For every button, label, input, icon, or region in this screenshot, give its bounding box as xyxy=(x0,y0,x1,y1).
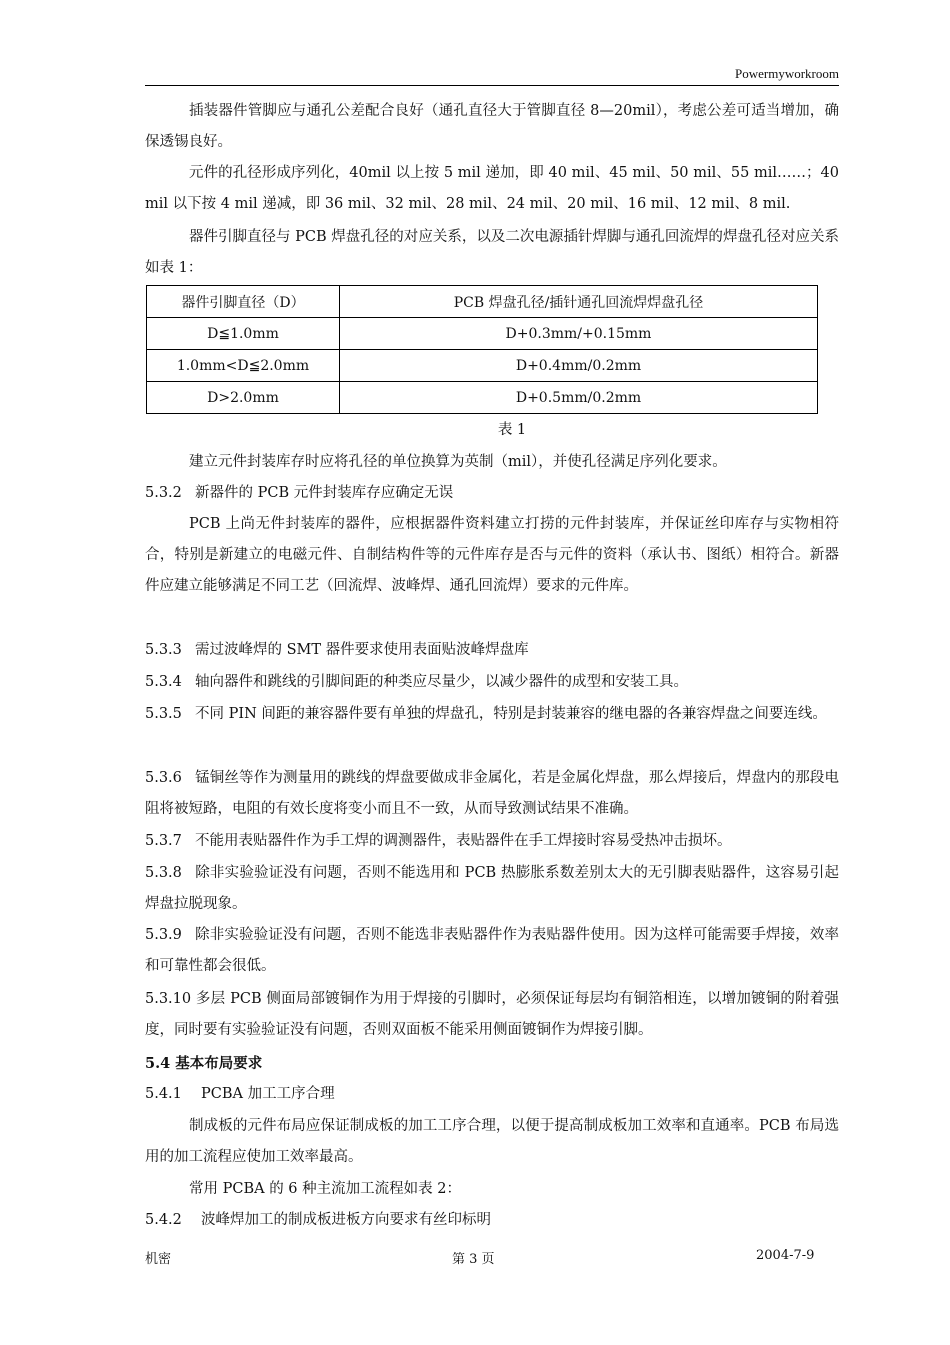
section-5-3-8 xyxy=(145,858,839,920)
section-5-3-2 xyxy=(145,478,839,509)
section-number: 5.3.9 xyxy=(145,927,182,943)
section-text: 多层 PCB 侧面局部镀铜作为用于焊接的引脚时，必须保证每层均有铜箔相连，以增加镀铜的附着强度，同时要有实验验证没有问题，否则双面板不能采用侧面镀铜作为焊接引脚。 xyxy=(145,991,839,1038)
paragraph-new-library: PCB 上尚无件封装库的器件，应根据器件资料建立打捞的元件封装库，并保证丝印库存与实物相符合，特别是新建立的电磁元件、自制结构件等的元件库存是否与元件的资料（承认书、图纸）相符合。新器件应建立能够满足不同工艺（回流焊、波峰焊、通孔回流焊）要求的元件库。 xyxy=(145,516,839,594)
paragraph-process-order: 制成板的元件布局应保证制成板的加工工序合理，以便于提高制成板加工效率和直通率。PCB 布局选用的加工流程应使加工效率最高。 xyxy=(145,1118,839,1165)
table-cell: D≦1.0mm xyxy=(147,318,340,350)
table-cell: D+0.4mm/0.2mm xyxy=(340,350,818,382)
section-number: 5.3.2 xyxy=(145,485,182,501)
section-5-3-4 xyxy=(145,667,839,698)
footer-date: 2004-7-9 xyxy=(756,1248,815,1263)
section-text: 需过波峰焊的 SMT 器件要求使用表面贴波峰焊盘库 xyxy=(195,642,529,658)
section-5-3-7 xyxy=(145,826,839,857)
table-header-cell: PCB 焊盘孔径/插针通孔回流焊焊盘孔径 xyxy=(340,286,818,318)
section-number: 5.4.1 xyxy=(145,1086,182,1102)
paragraph-pin-tolerance: 插装器件管脚应与通孔公差配合良好（通孔直径大于管脚直径 8—20mil），考虑公差可适当增加，确保透锡良好。 xyxy=(145,103,839,150)
section-text: 轴向器件和跳线的引脚间距的种类应尽量少，以减少器件的成型和安装工具。 xyxy=(195,674,688,690)
table-cell: D+0.3mm/+0.15mm xyxy=(340,318,818,350)
table-row xyxy=(147,382,818,414)
section-5-4-heading: 5.4 基本布局要求 xyxy=(145,1055,263,1072)
section-5-3-10 xyxy=(145,984,839,1046)
section-text: 除非实验验证没有问题，否则不能选用和 PCB 热膨胀系数差别太大的无引脚表贴器件，这容易引起焊盘拉脱现象。 xyxy=(145,865,839,912)
table-row xyxy=(147,318,818,350)
section-5-4-2 xyxy=(145,1205,839,1236)
section-title: PCBA 加工工序合理 xyxy=(201,1086,335,1102)
section-number: 5.3.8 xyxy=(145,865,182,881)
section-5-3-9 xyxy=(145,920,839,982)
section-5-3-6 xyxy=(145,763,839,825)
table-caption: 表 1 xyxy=(497,422,527,438)
section-number: 5.3.4 xyxy=(145,674,182,690)
paragraph-hole-series: 元件的孔径形成序列化，40mil 以上按 5 mil 递加，即 40 mil、45 mil、50 mil、55 mil……；40 mil 以下按 4 mil 递减，即 36 mil、32 mil、28 mil、24 mil、20 mil、16 mil、12 mil、8 mil. xyxy=(145,165,839,212)
table-cell: 1.0mm<D≦2.0mm xyxy=(147,350,340,382)
section-text: 不能用表贴器件作为手工焊的调测器件，表贴器件在手工焊接时容易受热冲击损坏。 xyxy=(195,833,732,849)
section-5-3-5 xyxy=(145,699,839,730)
section-text: 锰铜丝等作为测量用的跳线的焊盘要做成非金属化，若是金属化焊盘，那么焊接后，焊盘内的那段电阻将被短路，电阻的有效长度将变小而且不一致，从而导致测试结果不准确。 xyxy=(145,770,839,817)
pin-hole-table xyxy=(146,285,818,414)
table-row xyxy=(147,350,818,382)
section-5-4-1 xyxy=(145,1079,839,1110)
section-title: 波峰焊加工的制成板进板方向要求有丝印标明 xyxy=(201,1212,491,1228)
paragraph-unit-conversion: 建立元件封装库存时应将孔径的单位换算为英制（mil），并使孔径满足序列化要求。 xyxy=(189,454,727,470)
section-number: 5.3.3 xyxy=(145,642,182,658)
section-number: 5.3.6 xyxy=(145,770,182,786)
table-header-cell: 器件引脚直径（D） xyxy=(147,286,340,318)
paragraph-main-flows: 常用 PCBA 的 6 种主流加工流程如表 2： xyxy=(189,1181,461,1197)
footer-confidential: 机密 xyxy=(145,1252,172,1267)
table-cell: D+0.5mm/0.2mm xyxy=(340,382,818,414)
section-text: 除非实验验证没有问题，否则不能选非表贴器件作为表贴器件使用。因为这样可能需要手焊接，效率和可靠性都会很低。 xyxy=(145,927,839,974)
section-5-3-3 xyxy=(145,635,839,666)
section-number: 5.3.7 xyxy=(145,833,182,849)
section-title: 新器件的 PCB 元件封装库存应确定无误 xyxy=(195,485,454,501)
table-header-row xyxy=(147,286,818,318)
header-rule xyxy=(145,85,839,86)
paragraph-table-intro: 器件引脚直径与 PCB 焊盘孔径的对应关系，以及二次电源插针焊脚与通孔回流焊的焊盘孔径对应关系如表 1： xyxy=(145,229,839,276)
section-number: 5.4.2 xyxy=(145,1212,182,1228)
table-cell: D>2.0mm xyxy=(147,382,340,414)
section-number: 5.3.5 xyxy=(145,706,182,722)
footer-page-number: 第 3 页 xyxy=(452,1252,495,1267)
section-text: 不同 PIN 间距的兼容器件要有单独的焊盘孔，特别是封装兼容的继电器的各兼容焊盘之间要连线。 xyxy=(195,706,827,722)
page-header: Powermyworkroom xyxy=(735,66,839,81)
section-number: 5.3.10 xyxy=(145,991,192,1007)
